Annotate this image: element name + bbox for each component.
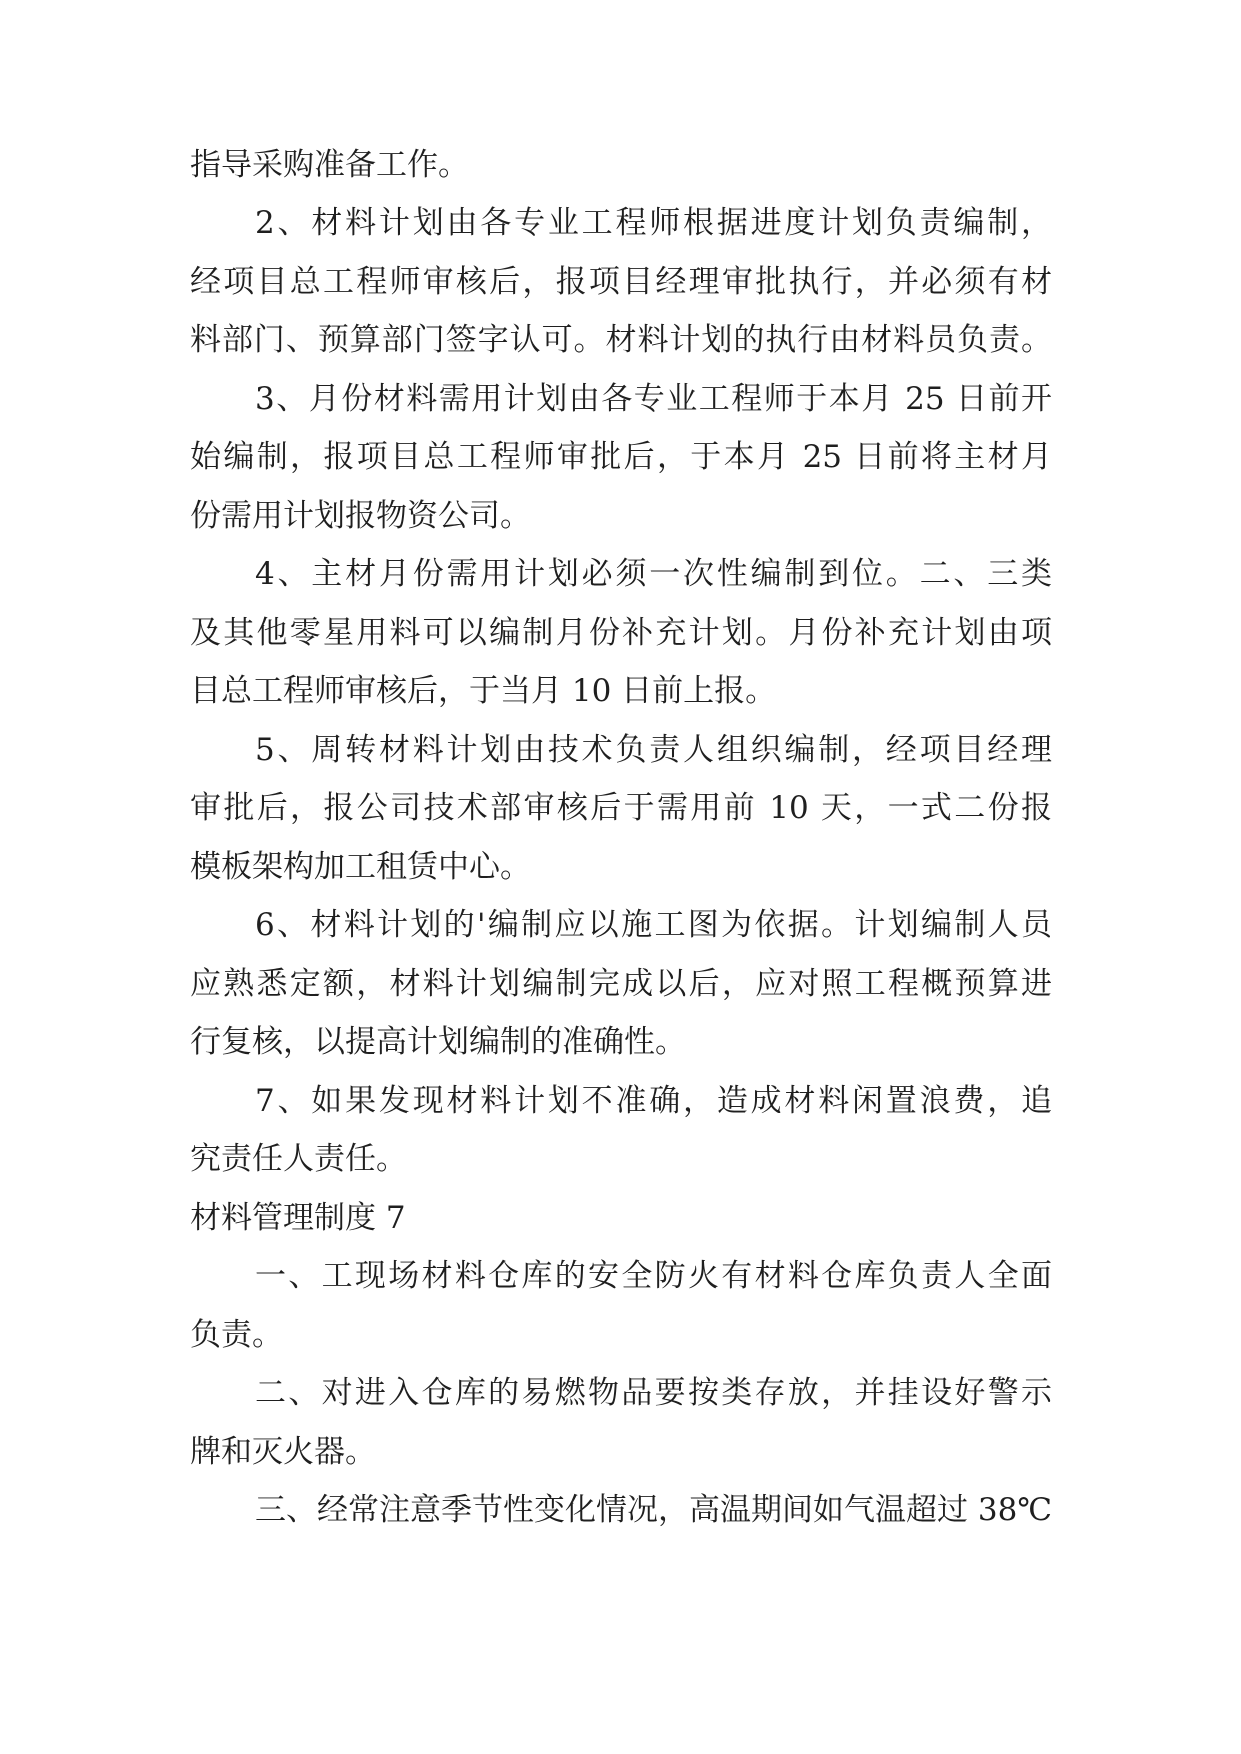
text-line: 应熟悉定额，材料计划编制完成以后，应对照工程概预算进	[190, 966, 1052, 1002]
paragraph-start-line: 2、材料计划由各专业工程师根据进度计划负责编制，	[255, 205, 1052, 241]
text-line: 负责。	[190, 1317, 283, 1353]
text-line: 料部门、预算部门签字认可。材料计划的执行由材料员负责。	[190, 322, 1052, 358]
text-line: 牌和灭火器。	[190, 1434, 376, 1470]
text-line: 模板架构加工租赁中心。	[190, 849, 531, 885]
paragraph-start-line: 7、如果发现材料计划不准确，造成材料闲置浪费，追	[255, 1083, 1052, 1119]
paragraph-start-line: 6、材料计划的'编制应以施工图为依据。计划编制人员	[255, 907, 1052, 943]
text-line: 审批后，报公司技术部审核后于需用前 10 天，一式二份报	[190, 790, 1052, 826]
section-heading: 材料管理制度 7	[190, 1200, 406, 1236]
text-line: 始编制，报项目总工程师审批后，于本月 25 日前将主材月	[190, 439, 1052, 475]
text-line: 究责任人责任。	[190, 1141, 407, 1177]
text-line: 目总工程师审核后，于当月 10 日前上报。	[190, 673, 777, 709]
text-line: 及其他零星用料可以编制月份补充计划。月份补充计划由项	[190, 615, 1052, 651]
paragraph-start-line: 二、对进入仓库的易燃物品要按类存放，并挂设好警示	[255, 1375, 1052, 1411]
text-line: 经项目总工程师审核后，报项目经理审批执行，并必须有材	[190, 264, 1052, 300]
paragraph-start-line: 一、工现场材料仓库的安全防火有材料仓库负责人全面	[255, 1258, 1052, 1294]
text-line: 行复核，以提高计划编制的准确性。	[190, 1024, 686, 1060]
paragraph-start-line: 三、经常注意季节性变化情况，高温期间如气温超过 38℃	[255, 1492, 1052, 1528]
paragraph-start-line: 4、主材月份需用计划必须一次性编制到位。二、三类	[255, 556, 1052, 592]
text-line: 指导采购准备工作。	[190, 147, 469, 183]
paragraph-start-line: 3、月份材料需用计划由各专业工程师于本月 25 日前开	[255, 381, 1052, 417]
paragraph-start-line: 5、周转材料计划由技术负责人组织编制，经项目经理	[255, 732, 1052, 768]
text-line: 份需用计划报物资公司。	[190, 498, 531, 534]
